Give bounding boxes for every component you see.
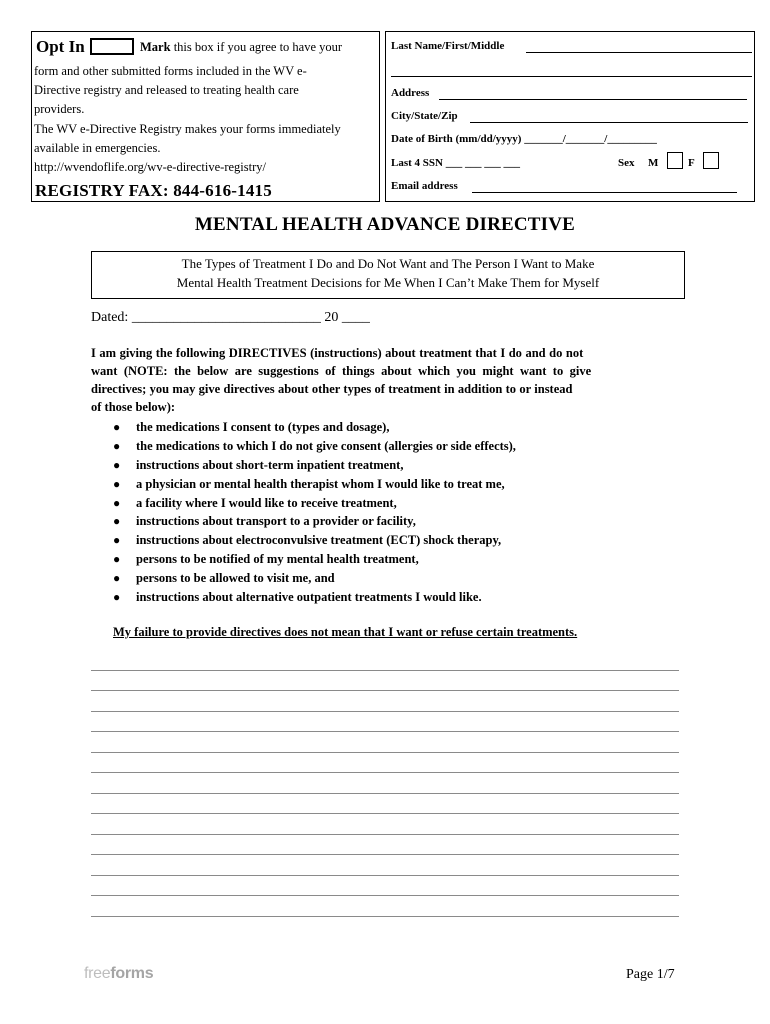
sex-f-label: F: [688, 157, 695, 169]
opt-in-text-line: available in emergencies.: [34, 141, 161, 155]
dated-year[interactable]: 20 ____: [324, 310, 370, 325]
intro-line: of those below):: [91, 400, 176, 414]
sex-label: Sex: [618, 157, 635, 169]
bullet-icon: ●: [113, 457, 121, 472]
opt-in-title: Opt In: [36, 37, 85, 56]
sex-m-label: M: [648, 157, 659, 169]
opt-in-text-line: form and other submitted forms included in the WV e-: [34, 64, 307, 78]
document-title: MENTAL HEALTH ADVANCE DIRECTIVE: [194, 214, 576, 235]
directive-write-line[interactable]: [91, 916, 679, 917]
bullet-icon: ●: [113, 420, 121, 434]
registry-url[interactable]: http://wvendoflife.org/wv-e-directive-registry/: [34, 160, 266, 174]
email-label: Email address: [391, 180, 458, 192]
bullet-icon: ●: [113, 552, 121, 567]
opt-in-checkbox[interactable]: [90, 38, 134, 55]
opt-in-instruction: [140, 40, 342, 55]
name-field[interactable]: [526, 52, 752, 53]
freeforms-logo: [84, 965, 153, 983]
opt-in-text-line: The WV e-Directive Registry makes your forms immediately: [34, 122, 341, 136]
list-item: ● the medications I consent to (types and dosage),: [113, 418, 516, 437]
opt-in-mark-word: Mark: [140, 40, 171, 54]
subtitle-line: Mental Health Treatment Decisions for Me When I Can’t Make Them for Myself: [176, 275, 600, 290]
sex-m-checkbox[interactable]: [667, 152, 683, 169]
directive-write-line[interactable]: [91, 813, 679, 814]
directive-write-line[interactable]: [91, 834, 679, 835]
directive-write-line[interactable]: [91, 875, 679, 876]
list-item: ● persons to be allowed to visit me, and: [113, 569, 516, 588]
logo-free: free: [84, 965, 111, 982]
directive-write-line[interactable]: [91, 670, 679, 671]
directive-write-line[interactable]: [91, 731, 679, 732]
dated-field[interactable]: ___________________________: [131, 310, 321, 325]
bullet-icon: ●: [113, 533, 121, 548]
bullet-icon: ●: [113, 514, 121, 529]
subtitle-line: The Types of Treatment I Do and Do Not Want and The Person I Want to Make: [181, 256, 595, 271]
name-field-line-2[interactable]: [391, 76, 752, 77]
page-number: Page 1/7: [626, 967, 675, 982]
opt-in-text-line: providers.: [34, 102, 85, 116]
bullet-icon: ●: [113, 476, 121, 491]
list-item: ● instructions about transport to a provider or facility,: [113, 512, 516, 531]
list-item: ● instructions about short-term inpatient treatment,: [113, 456, 516, 475]
bullet-icon: ●: [113, 495, 121, 510]
list-item: ● instructions about electroconvulsive treatment (ECT) shock therapy,: [113, 531, 516, 550]
directive-write-line[interactable]: [91, 772, 679, 773]
logo-forms: forms: [110, 965, 154, 982]
opt-in-text-line: Directive registry and released to treating health care: [34, 83, 299, 97]
list-item: ● the medications to which I do not give consent (allergies or side effects),: [113, 437, 516, 456]
list-item: ● persons to be notified of my mental health treatment,: [113, 550, 516, 569]
city-state-zip-label: City/State/Zip: [391, 110, 458, 122]
failure-note: My failure to provide directives does not mean that I want or refuse certain treatments.: [113, 625, 578, 639]
bullet-icon: ●: [113, 590, 121, 605]
directive-write-line[interactable]: [91, 752, 679, 753]
list-item: ● a physician or mental health therapist whom I would like to treat me,: [113, 475, 516, 494]
opt-in-mark-rest: this box if you agree to have your: [170, 40, 343, 54]
intro-line: directives; you may give directives about other types of treatment in addition to or instead: [91, 382, 573, 396]
bullet-icon: ●: [113, 438, 121, 453]
directive-write-line[interactable]: [91, 895, 679, 896]
registry-fax: REGISTRY FAX: 844-616-1415: [35, 181, 272, 200]
bullet-icon: ●: [113, 571, 121, 586]
ssn-field[interactable]: Last 4 SSN ___ ___ ___ ___: [391, 157, 520, 169]
sex-f-checkbox[interactable]: [703, 152, 719, 169]
dated-label: Dated:: [91, 310, 129, 325]
directive-write-line[interactable]: [91, 690, 679, 691]
name-label: Last Name/First/Middle: [391, 40, 505, 52]
city-state-zip-field[interactable]: [470, 122, 748, 123]
list-item: ● a facility where I would like to receive treatment,: [113, 494, 516, 513]
date-of-birth-field[interactable]: Date of Birth (mm/dd/yyyy) _______/_______/_________: [391, 133, 657, 145]
directive-suggestions-list: [113, 418, 516, 607]
directive-write-line[interactable]: [91, 711, 679, 712]
dated-row: [91, 310, 370, 326]
intro-line: I am giving the following DIRECTIVES (instructions) about treatment that I do and do not: [91, 346, 584, 360]
intro-line: want (NOTE: the below are suggestions of things about which you might want to give: [91, 364, 592, 378]
email-field[interactable]: [472, 192, 737, 193]
directive-write-line[interactable]: [91, 854, 679, 855]
address-label: Address: [391, 87, 430, 99]
address-field[interactable]: [439, 99, 747, 100]
directive-write-line[interactable]: [91, 793, 679, 794]
list-item: ● instructions about alternative outpatient treatments I would like.: [113, 588, 516, 607]
